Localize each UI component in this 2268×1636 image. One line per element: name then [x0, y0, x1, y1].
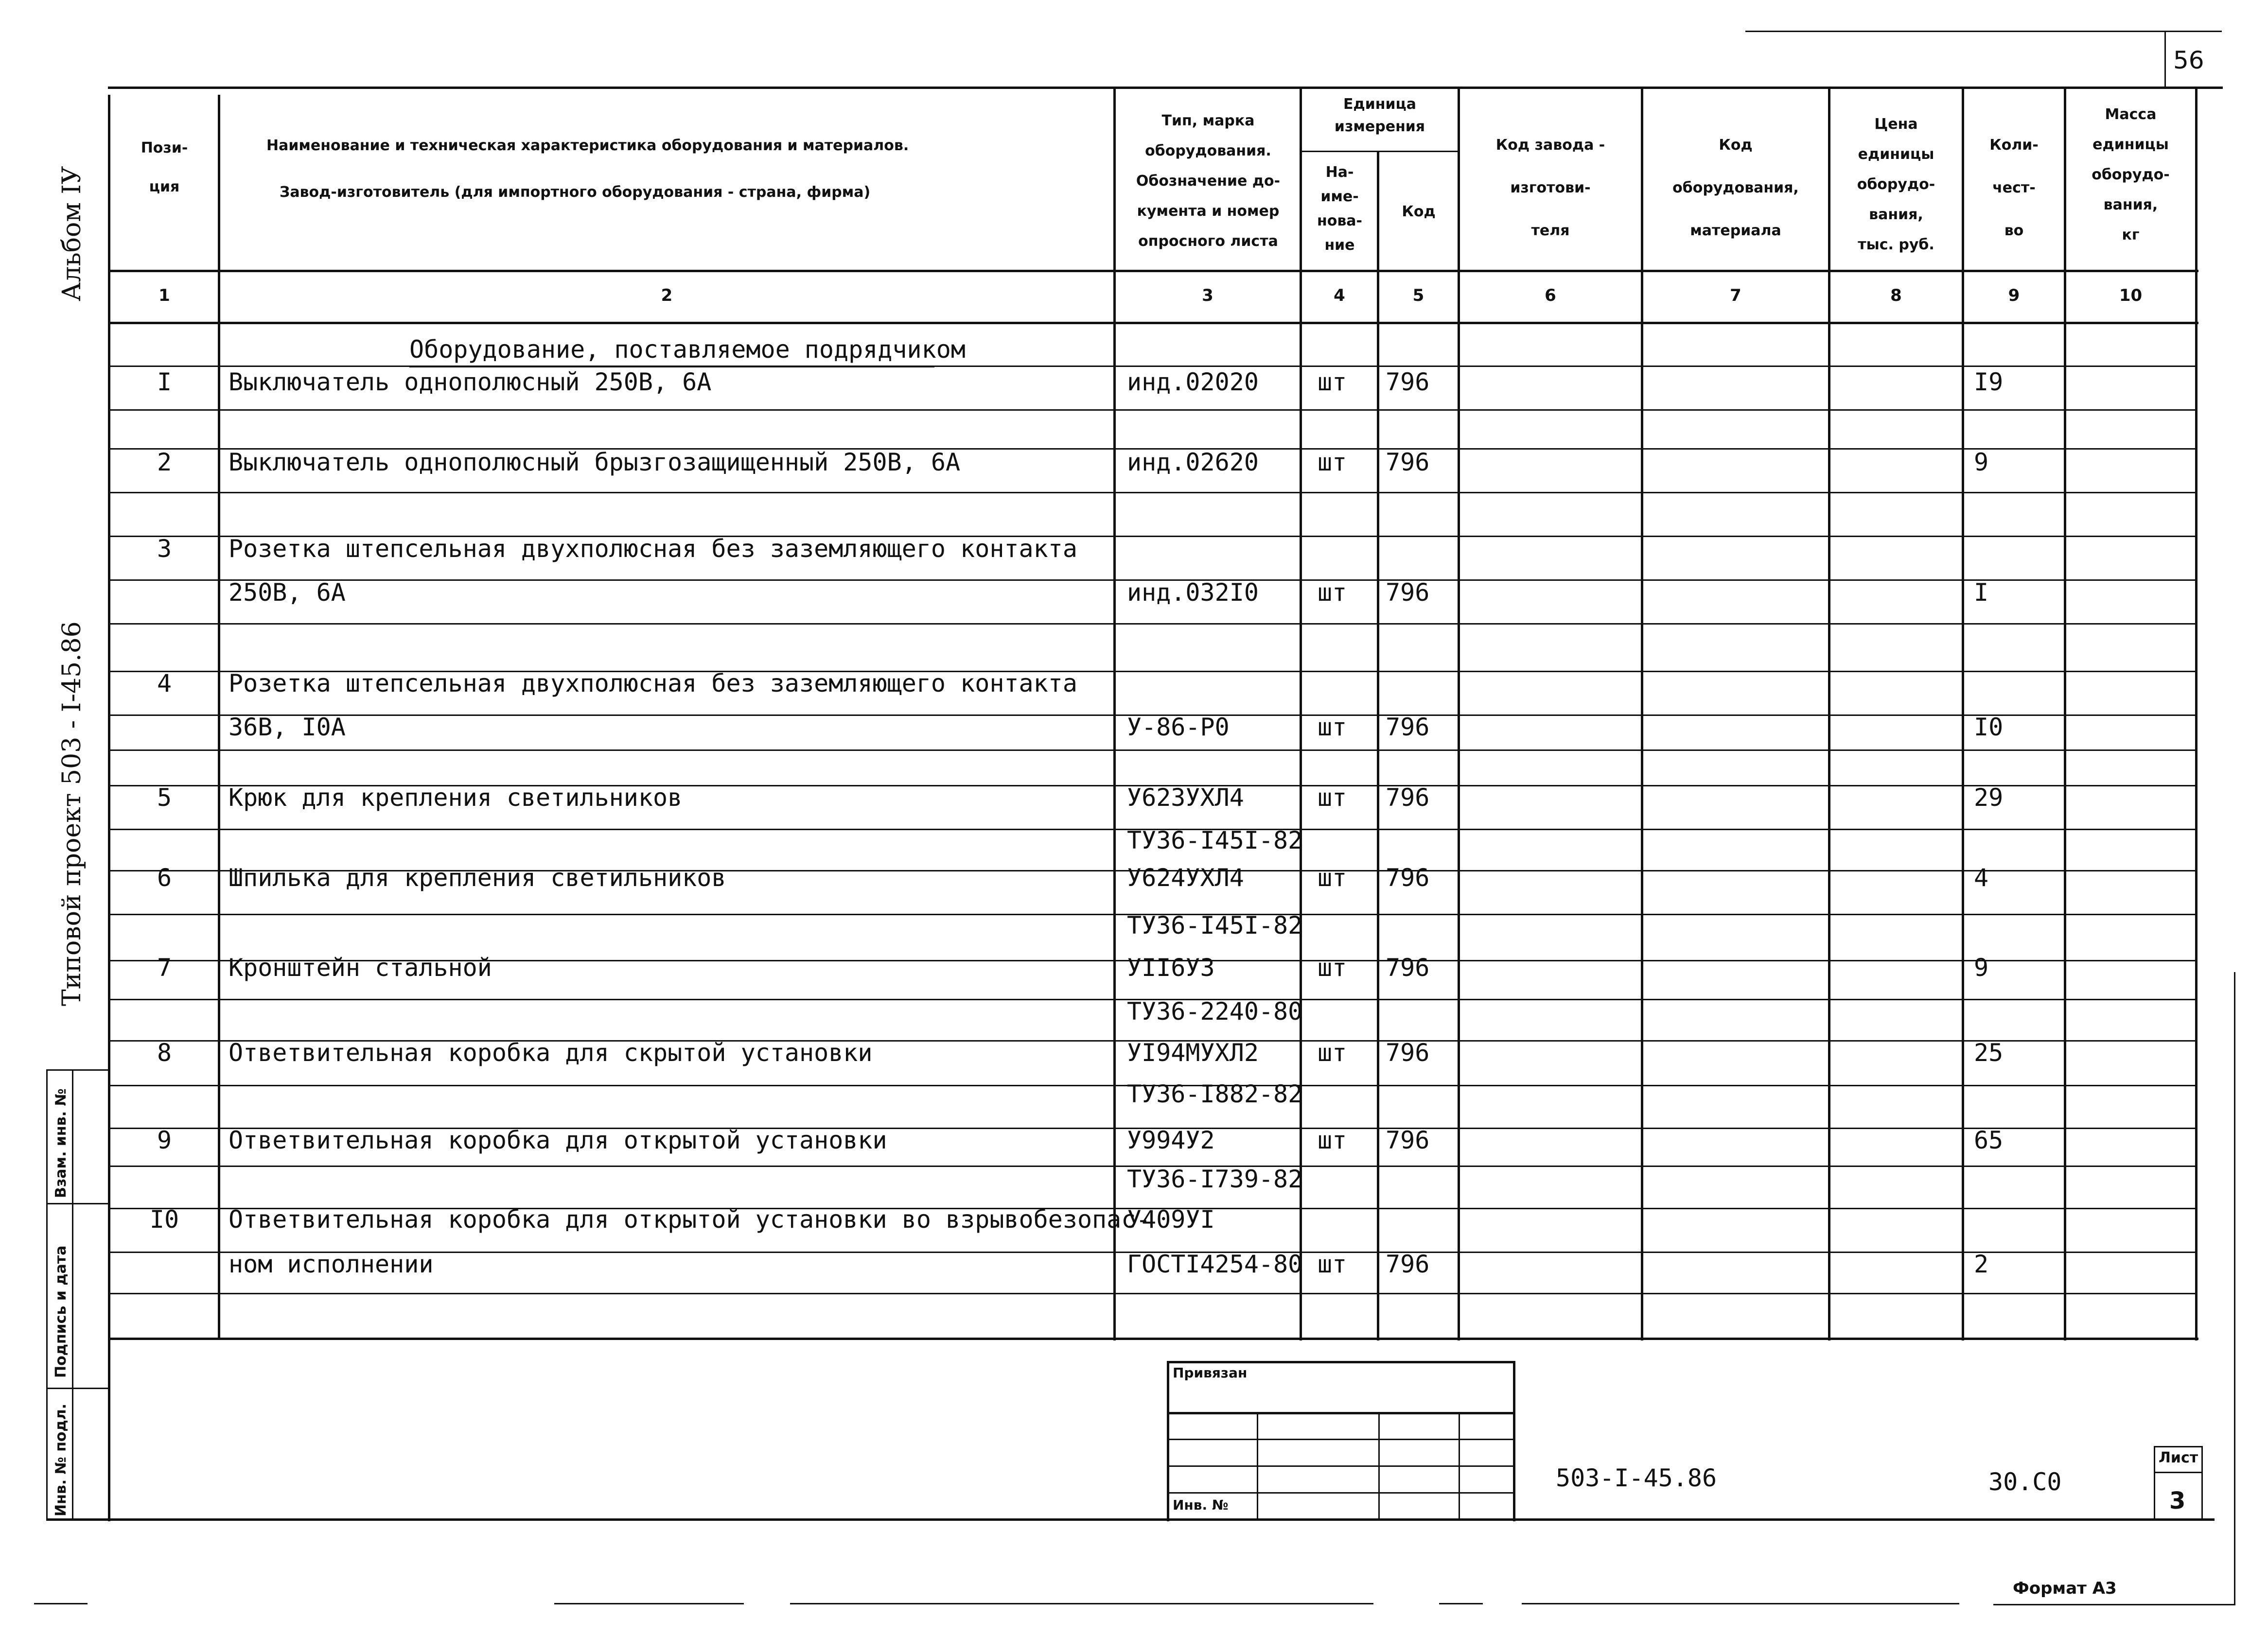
row-name: Выключатель однополюсный брызгозащищенный 250В, 6А: [229, 448, 961, 476]
stamp-inv-podl: Инв. № подл.: [53, 1403, 70, 1516]
row-quantity: 9: [1974, 448, 1989, 476]
project-label: Типовой проект 503 - I-45.86: [57, 621, 87, 1006]
col-number-3: 3: [1202, 286, 1213, 305]
row-type: ГОСТI4254-80: [1127, 1250, 1303, 1278]
row-unit: шт: [1318, 954, 1347, 982]
sheet-number-top: 56: [2173, 46, 2204, 74]
row-code: 796: [1386, 578, 1430, 607]
row-quantity: 25: [1974, 1039, 2004, 1067]
row-type: У624УХЛ4: [1127, 864, 1244, 892]
header-price: Цена единицы оборудо- вания, тыс. руб.: [1857, 116, 1935, 253]
row-quantity: 9: [1974, 954, 1989, 982]
row-quantity: I0: [1974, 713, 2004, 741]
row-quantity: 4: [1974, 864, 1989, 892]
row-quantity: 2: [1974, 1250, 1989, 1278]
row-name: 36В, I0А: [229, 713, 346, 741]
header-quantity: Коли- чест- во: [1989, 137, 2039, 239]
row-unit: шт: [1318, 368, 1347, 396]
row-type: ТУ36-I45I-82: [1127, 911, 1303, 940]
format-label: Формат А3: [2013, 1579, 2117, 1598]
row-name: Шпилька для крепления светильников: [229, 864, 726, 892]
row-position: I0: [149, 1205, 179, 1234]
row-unit: шт: [1318, 1126, 1347, 1154]
col-number-7: 7: [1730, 286, 1741, 305]
stamp-code: 30.С0: [1988, 1468, 2062, 1496]
row-type: ТУ36-I45I-82: [1127, 826, 1303, 854]
col-number-8: 8: [1890, 286, 1902, 305]
row-unit: шт: [1318, 448, 1347, 476]
col-number-2: 2: [661, 286, 673, 305]
row-type: инд.02020: [1127, 368, 1259, 396]
stamp-inv-no: Инв. №: [1173, 1497, 1229, 1513]
header-name-line2: Завод-изготовитель (для импортного оборудования - страна, фирма): [280, 184, 871, 201]
row-unit: шт: [1318, 713, 1347, 741]
row-name: Крюк для крепления светильников: [229, 783, 683, 812]
row-code: 796: [1386, 1250, 1430, 1278]
row-name: 250В, 6А: [229, 578, 346, 607]
row-type: ТУ36-I739-82: [1127, 1165, 1303, 1193]
col-number-4: 4: [1334, 286, 1345, 305]
row-quantity: I9: [1974, 368, 2004, 396]
row-code: 796: [1386, 713, 1430, 741]
row-name: Кронштейн стальной: [229, 954, 492, 982]
row-name: Розетка штепсельная двухполюсная без заземляющего контакта: [229, 535, 1077, 563]
col-number-10: 10: [2119, 286, 2143, 305]
row-type: УI94МУХЛ2: [1127, 1039, 1259, 1067]
row-type: У994У2: [1127, 1126, 1215, 1154]
row-unit: шт: [1318, 1250, 1347, 1278]
header-name-line1: Наименование и техническая характеристика оборудования и материалов.: [266, 137, 909, 154]
header-unit: Единица измерения: [1334, 96, 1425, 135]
header-unit-code: Код: [1402, 203, 1436, 220]
stamp-sheet-value: 3: [2169, 1487, 2186, 1514]
col-number-9: 9: [2008, 286, 2020, 305]
row-position: 9: [157, 1126, 172, 1154]
col-number-1: 1: [158, 286, 170, 305]
row-name: Ответвительная коробка для открытой установки во взрывобезопас-: [229, 1205, 1151, 1234]
row-type: У-86-Р0: [1127, 713, 1230, 741]
header-plant-code: Код завода - изготови- теля: [1495, 137, 1605, 239]
row-name: Ответвительная коробка для открытой установки: [229, 1126, 887, 1154]
row-code: 796: [1386, 864, 1430, 892]
row-position: 4: [157, 669, 172, 697]
row-position: 6: [157, 864, 172, 892]
row-name: ном исполнении: [229, 1250, 434, 1278]
row-name: Выключатель однополюсный 250В, 6А: [229, 368, 712, 396]
row-unit: шт: [1318, 1039, 1347, 1067]
row-type: У409УI: [1127, 1205, 1215, 1234]
row-unit: шт: [1318, 578, 1347, 607]
stamp-sheet-label: Лист: [2159, 1449, 2198, 1466]
row-name: Ответвительная коробка для скрытой установки: [229, 1039, 873, 1067]
row-code: 796: [1386, 1126, 1430, 1154]
row-quantity: 29: [1974, 783, 2004, 812]
album-label: Альбом IУ: [57, 166, 87, 301]
row-type: инд.032I0: [1127, 578, 1259, 607]
row-quantity: I: [1974, 578, 1989, 607]
row-position: I: [157, 368, 172, 396]
row-name: Розетка штепсельная двухполюсная без заземляющего контакта: [229, 669, 1077, 697]
row-position: 8: [157, 1039, 172, 1067]
header-mass: Масса единицы оборудо- вания, кг: [2092, 106, 2170, 244]
row-code: 796: [1386, 448, 1430, 476]
row-position: 5: [157, 783, 172, 812]
col-number-6: 6: [1545, 286, 1556, 305]
row-unit: шт: [1318, 783, 1347, 812]
stamp-podpis: Подпись и дата: [53, 1245, 70, 1378]
row-type: инд.02620: [1127, 448, 1259, 476]
row-code: 796: [1386, 783, 1430, 812]
row-position: 2: [157, 448, 172, 476]
row-unit: шт: [1318, 864, 1347, 892]
stamp-privyazan: Привязан: [1173, 1365, 1248, 1381]
section-title: Оборудование, поставляемое подрядчиком: [409, 335, 966, 364]
row-code: 796: [1386, 1039, 1430, 1067]
row-type: УII6У3: [1127, 954, 1215, 982]
col-number-5: 5: [1412, 286, 1424, 305]
row-code: 796: [1386, 368, 1430, 396]
header-type: Тип, марка оборудования. Обозначение до- кумента и номер опросного листа: [1136, 112, 1281, 250]
row-type: ТУ36-I882-82: [1127, 1080, 1303, 1108]
header-position: Пози- ция: [141, 139, 188, 195]
row-type: У623УХЛ4: [1127, 783, 1244, 812]
row-position: 7: [157, 954, 172, 982]
stamp-vzam: Взам. инв. №: [53, 1088, 70, 1198]
row-quantity: 65: [1974, 1126, 2004, 1154]
row-position: 3: [157, 535, 172, 563]
row-type: ТУ36-2240-80: [1127, 997, 1303, 1026]
stamp-designation: 503-I-45.86: [1556, 1464, 1717, 1492]
row-code: 796: [1386, 954, 1430, 982]
header-unit-name: На- име- нова- ние: [1317, 164, 1363, 254]
header-equipment-code: Код оборудования, материала: [1672, 137, 1799, 239]
